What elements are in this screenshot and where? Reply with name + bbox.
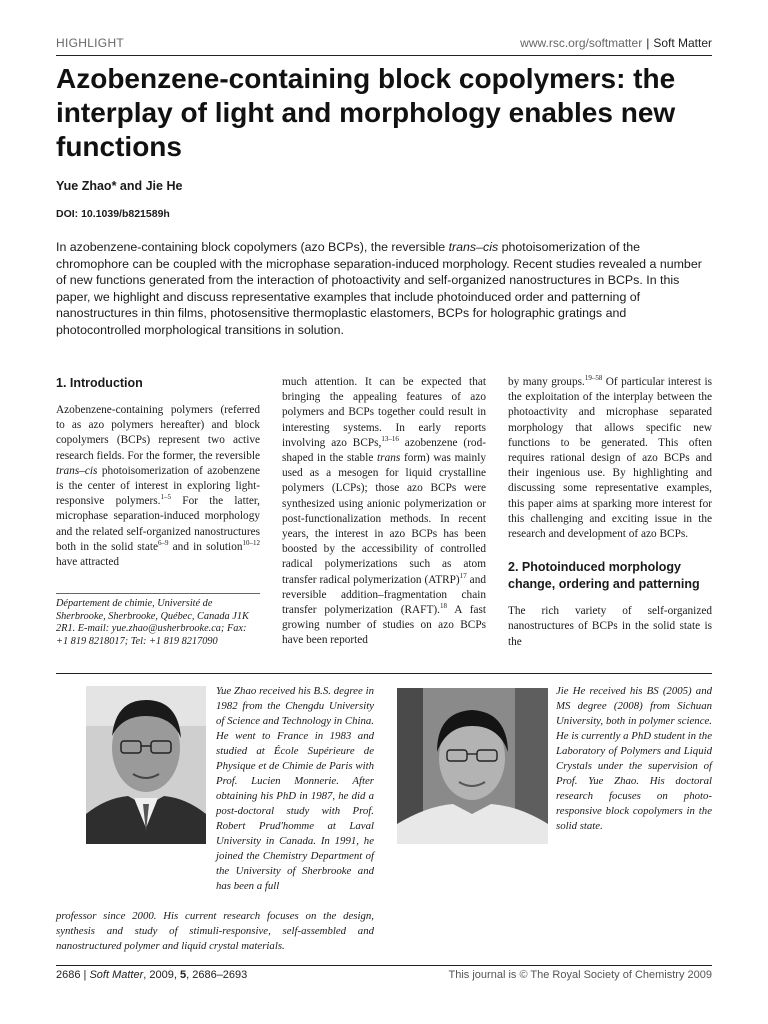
footer-rule [56,965,712,966]
intro-paragraph: Azobenzene-containing polymers (referred to as azo polymers hereafter) and block copolymers (BCPs) represent two active research fields. For the former, the reversible trans–cis photoisomerization of azobenzene is the center of interest in exploring light-responsive polymers.$^{1-5}$ For the latter, microphase separation-induced morphology and the related self-organized nanostructures both in the solid state$^{6-9}$ and in solution$^{10-12}$ have attracted [56,404,260,569]
journal-header: www.rsc.org/softmatter | Soft Matter [520,36,712,50]
bio-top-rule [56,673,712,674]
bio-jie-he: Jie He received his BS (2005) and MS degree (2008) from Sichuan University, both in polymer science. He is currently a PhD student in the Laboratory of Polymers and Liquid Crystals under the supervision of Prof. Yue Zhao. His doctoral research focuses on photo-responsive block copolymers in the solid state. [556,685,712,832]
affiliation: Département de chimie, Université de Sherbrooke, Sherbrooke, Québec, Canada J1K 2R1. E-mail: yue.zhao@usherbrooke.ca; Fax: +1 819 8218017; Tel: +1 819 8217090 [56,598,249,647]
column-3 [508,375,712,650]
column-2 [282,375,486,649]
section-label: HIGHLIGHT [56,36,125,50]
column-3-paragraph: by many groups.$^{19-58}$ Of particular interest is the exploitation of the interplay between the photoactivity and microphase separated morphology that allows specific new functions to be generated. This often requires rational design of azo BCPs and their ingenious use. By highlighting and discussing some representative examples, this paper aims at sparking more interest for this challenging and exciting issue in the research and development of azo BCPs. [508,374,712,541]
journal-url[interactable]: www.rsc.org/softmatter [520,36,643,50]
section-heading-introduction: 1. Introduction [56,376,143,390]
column-2-paragraph: much attention. It can be expected that bringing the appealing features of azo polymers and BCPs together could result in interesting systems. In early reports involving azo BCPs,$^{13-16}$ azobenzene (rod-shaped in the stable trans form) was mainly used as a mesogen for liquid crystalline polymers (LCPs); those azo BCPs were synthesized using anionic polymerization or post-functionalization methods. In recent years, the interest in azo BCPs has been boosted by the accessibility of controlled radical polymerizations such as atom transfer radical polymerization (ATRP)$^{17}$ and reversible addition–fragmentation chain transfer polymerization (RAFT).$^{18}$ A fast growing number of studies on azo BCPs have been reported [282,376,487,647]
column-1 [56,375,260,570]
footer-citation: 2686 | Soft Matter, 2009, 5, 2686–2693 [56,969,248,981]
journal-name: Soft Matter [653,36,712,50]
authors: Yue Zhao* and Jie He [56,179,183,193]
header-rule [56,55,712,56]
bio-yue-zhao: Yue Zhao received his B.S. degree in 1982 from the Chengdu University of Science and Technology in China. He went to France in 1983 and studied at École Supérieure de Physique et de Chimie de Paris with Prof. Lucien Monnerie. After obtaining his PhD in 1987, he did a post-doctoral study with Prof. Robert Prud'homme at Laval University in Canada. In 1991, he joined the Chemistry Department of the University of Sherbrooke and has been a full [216,685,374,892]
bio-yue-zhao-continued: professor since 2000. His current research focuses on the design, synthesis and study of stimuli-responsive, self-assembled and nanostructured polymer and liquid crystal materials. [56,910,374,952]
doi[interactable]: DOI: 10.1039/b821589h [56,208,170,220]
author-photo-jie-he [397,688,548,844]
footer-copyright: This journal is © The Royal Society of Chemistry 2009 [448,969,712,981]
affiliation-rule [56,593,260,594]
abstract: In azobenzene-containing block copolymers (azo BCPs), the reversible trans–cis photoisomerization of the chromophore can be coupled with the microphase separation-induced morphology. Recent studies revealed a number of new functions generated from the interaction of photoactivity and self-organized nanostructures in BCPs. In this paper, we highlight and discuss representative examples that include photoinduced order and patterning of nanostructures in thin films, photosensitive thermoplastic elastomers, BCPs for holographic gratings and photocontrolled morphological transitions in solution. [56,240,702,337]
author-photo-yue-zhao [86,686,206,844]
article-title: Azobenzene-containing block copolymers: the interplay of light and morphology enables new functions [56,63,676,162]
section-2-paragraph: The rich variety of self-organized nanostructures of BCPs in the solid state is the [508,605,712,648]
section-heading-2: 2. Photoinduced morphology change, ordering and patterning [508,560,700,592]
